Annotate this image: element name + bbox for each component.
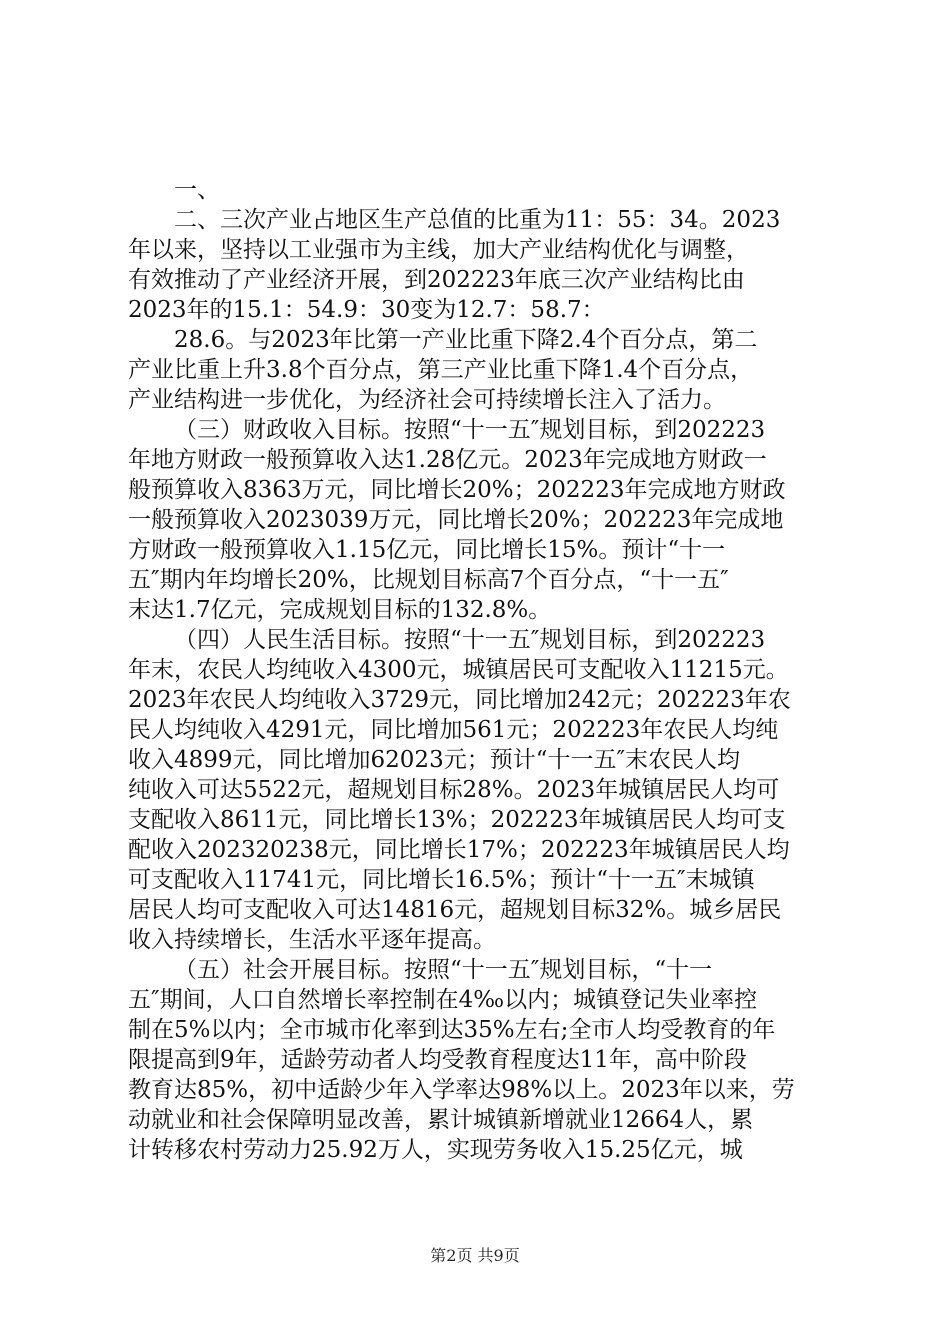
paragraph-industry-ratio: 二、三次产业占地区生产总值的比重为11：55：34。2023 年以来，坚持以工业强市为主线，加大产业结构优化与调整， 有效推动了产业经济开展，到202223年底三次产业结构比由 2023年的15.1：54.9：30变为12.7：58.7： <box>128 207 781 323</box>
paragraph-industry-change: 28.6。与2023年比第一产业比重下降2.4个百分点，第二 产业比重上升3.8个百分点，第三产业比重下降1.4个百分点， 产业结构进一步优化，为经济社会可持续增长注入了活力。 <box>128 327 758 413</box>
paragraph-social-development: （五）社会开展目标。按照“十一五″规划目标，“十一 五″期间，人口自然增长率控制在4‰以内；城镇登记失业率控 制在5%以内；全市城市化率到达35%左右;全市人均受教育的年 限提高到9年，适龄劳动者人均受教育程度达11年，高中阶段 教育达85%，初中适龄少年入学率达98%以上。2023年以来，劳 动就业和社会保障明显改善，累计城镇新增就业12664人，累 计转移农村劳动力25.92万人，实现劳务收入15.25亿元，城 <box>128 957 795 1163</box>
document-body <box>128 175 828 1165</box>
paragraph-section-one: 一、 <box>174 177 220 203</box>
paragraph-fiscal-revenue: （三）财政收入目标。按照“十一五″规划目标，到202223 年地方财政一般预算收入达1.28亿元。2023年完成地方财政一 般预算收入8363万元，同比增长20%；202223年完成地方财政 一般预算收入2023039万元，同比增长20%；202223年完成地 方财政一般预算收入1.15亿元，同比增长15%。预计“十一 五″期内年均增长20%，比规划目标高7个百分点，“十一五″ 末达1.7亿元，完成规划目标的132.8%。 <box>128 417 786 623</box>
page-number-footer: 第2页 共9页 <box>430 1246 520 1265</box>
paragraph-living-standard: （四）人民生活目标。按照“十一五″规划目标，到202223 年末，农民人均纯收入4300元，城镇居民可支配收入11215元。 2023年农民人均纯收入3729元，同比增加242元；202223年农 民人均纯收入4291元，同比增加561元；202223年农民人均纯 收入4899元，同比增加62023元；预计“十一五″末农民人均 纯收入可达5522元，超规划目标28%。2023年城镇居民人均可 支配收入8611元，同比增长13%；202223年城镇居民人均可支 配收入202320238元，同比增长17%；202223年城镇居民人均 可支配收入11741元，同比增长16.5%；预计“十一五″末城镇 居民人均可支配收入可达14816元，超规划目标32%。城乡居民 收入持续增长，生活水平逐年提高。 <box>128 627 791 953</box>
